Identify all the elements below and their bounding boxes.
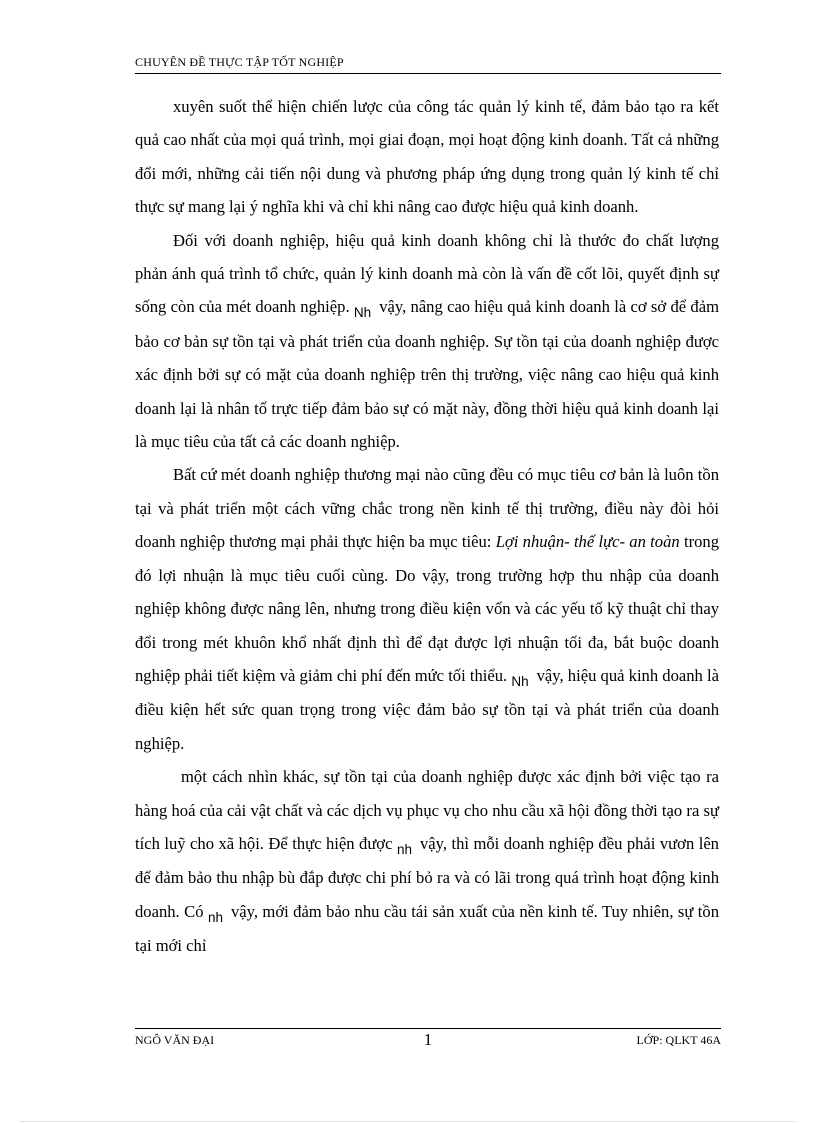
page-footer — [135, 1031, 721, 1051]
page-number: 1 — [423, 1030, 433, 1049]
paragraph-4 — [135, 760, 719, 962]
paragraph-3 — [135, 458, 719, 760]
paragraph-4-text-a: một cách nhìn khác, sự tồn tại của doanh nghiệp được xác định bởi việc tạo ra hàng hoá của cải vật chất và các dịch vụ phục vụ cho nhu cầu xã hội đồng thời tạo ra sự tích luỹ cho xã hội. Để thực hiện được — [135, 767, 719, 853]
nh-fragment: nh — [207, 909, 223, 925]
paragraph-3-text-a: Bất cứ mét doanh nghiệp thương mại nào cũng đều có mục tiêu cơ bản là luôn tồn tại và phát triển một cách vững chắc trong nền kinh tế thị trường, điều này đòi hỏi doanh nghiệp thương mại phải thực hiện ba mục tiêu: — [135, 465, 719, 552]
footer-rule — [135, 1028, 721, 1029]
page-header: CHUYÊN ĐỀ THỰC TẬP TỐT NGHIỆP — [135, 55, 721, 74]
body-text — [135, 90, 719, 963]
footer-class: LỚP: QLKT 46A — [636, 1033, 721, 1047]
paragraph-1 — [135, 90, 719, 224]
paragraph-3-text-c: vậy, hiệu quả kinh doanh là điều kiện hết sức quan trọng trong việc đảm bảo sự tồn tại và phát triển của doanh nghiệp. — [135, 665, 719, 753]
paragraph-4-text-c: vậy, mới đảm bảo nhu cầu tái sản xuất của nền kinh tế. Tuy nhiên, sự tồn tại mới chỉ — [135, 901, 719, 956]
paragraph-2-text-b: vậy, nâng cao hiệu quả kinh doanh là cơ sở để đảm bảo cơ bản sự tồn tại và phát triển của doanh nghiệp. Sự tồn tại của doanh nghiệp được xác định bởi sự có mặt của doanh nghiệp trên thị trường, việc nâng cao hiệu quả kinh doanh lại là nhân tố trực tiếp đảm bảo sự có mặt này, đồng thời hiệu quả kinh doanh lại là mục tiêu của tất cả các doanh nghiệp. — [135, 297, 720, 452]
paragraph-1-text: xuyên suốt thể hiện chiến lược của công tác quản lý kinh tế, đảm bảo tạo ra kết quả cao nhất của mọi quá trình, mọi giai đoạn, mọi hoạt động kinh doanh. Tất cả những đổi mới, những cải tiến nội dung và phương pháp ứng dụng trong quản lý kinh tế chỉ thực sự mang lại ý nghĩa khi và chỉ khi nâng cao được hiệu quả kinh doanh. — [135, 97, 719, 217]
page-bottom-border — [20, 1121, 796, 1122]
paragraph-2 — [135, 224, 719, 459]
paragraph-3-italic: Lợi nhuận- thế lực- an toàn — [495, 532, 680, 552]
nh-fragment: Nh — [353, 305, 372, 321]
paragraph-3-text-b: trong đó lợi nhuận là mục tiêu cuối cùng. Do vậy, trong trường hợp thu nhập của doanh nghiệp không được nâng lên, nhưng trong điều kiện vốn và các yếu tố kỹ thuật chỉ thay đổi trong mét khuôn khổ nhất định thì để đạt được lợi nhuận tối đa, bắt buộc doanh nghiệp phải tiết kiệm và giảm chi phí đến mức tối thiểu. — [135, 532, 719, 685]
paragraph-4-text-b: vậy, thì mỗi doanh nghiệp đều phải vươn lên để đảm bảo thu nhập bù đắp được chi phí bỏ ra và có lãi trong quá trình hoạt động kinh doanh. Có — [135, 833, 719, 921]
nh-fragment: nh — [396, 841, 412, 857]
nh-fragment: Nh — [511, 673, 529, 689]
footer-author: NGÔ VĂN ĐẠI — [135, 1033, 215, 1047]
paragraph-2-text-a: Đối với doanh nghiệp, hiệu quả kinh doanh không chỉ là thước đo chất lượng phản ánh quá trình tổ chức, quản lý kinh doanh mà còn là vấn đề cốt lõi, quyết định sự sống còn của mét doanh nghiệp. — [135, 230, 719, 317]
